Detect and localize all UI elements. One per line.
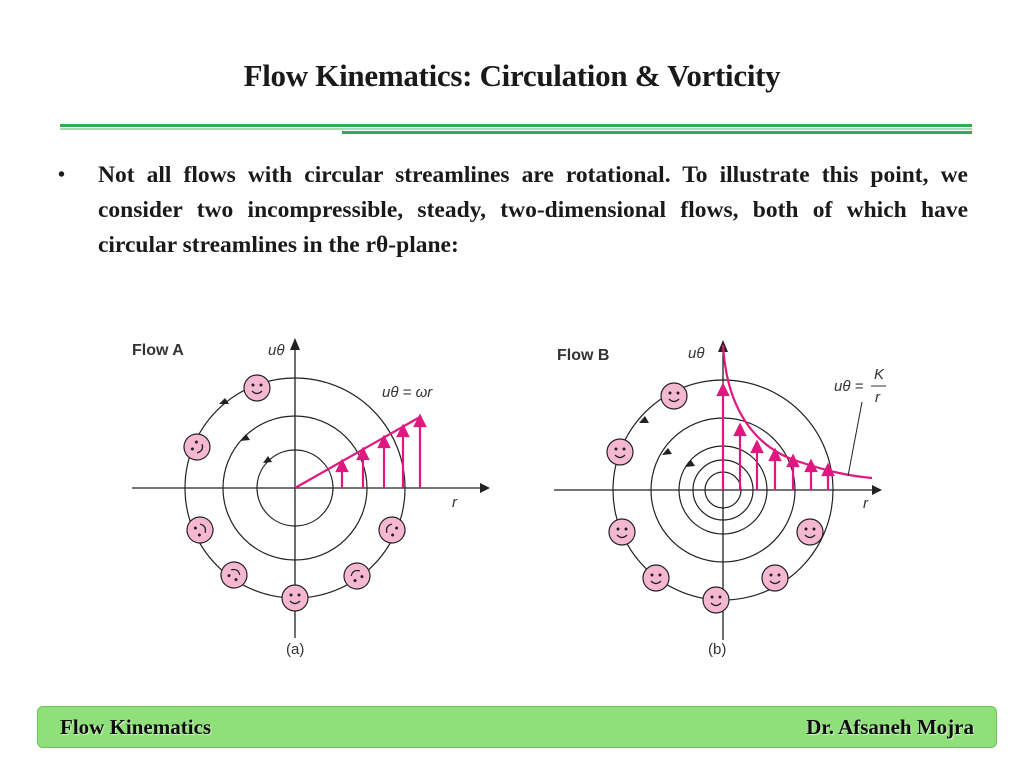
- face-icon: [762, 565, 788, 591]
- flow-b-label: Flow B: [557, 347, 610, 364]
- flow-a-diagram: [132, 338, 490, 658]
- flow-a-caption: (a): [286, 641, 305, 658]
- face-icon: [244, 375, 270, 401]
- flow-a-label: Flow A: [132, 342, 184, 359]
- flow-figure: [120, 330, 900, 675]
- flow-b-equation-den: r: [875, 389, 880, 406]
- title-underline-bottom: [342, 131, 972, 134]
- slide-title: Flow Kinematics: Circulation & Vorticity: [243, 58, 781, 93]
- flow-b-equation-lhs: uθ =: [834, 378, 864, 395]
- face-icon: [179, 429, 215, 465]
- flow-b-caption: (b): [708, 641, 727, 658]
- flow-b-axis-v-label: uθ: [688, 345, 705, 362]
- face-icon: [374, 512, 410, 548]
- flow-a-axis-v-label: uθ: [268, 342, 285, 359]
- bullet-text: Not all flows with circular streamlines are rotational. To illustrate this point, we consider two incompressible, steady, two-dimensional flows, both of which have circular streamlines in the rθ-plane:: [98, 162, 968, 258]
- face-icon: [282, 585, 308, 611]
- flow-a-velocity-arrows: [337, 416, 425, 488]
- footer-bar: [37, 706, 997, 748]
- face-icon: [797, 519, 823, 545]
- title-underline-top: [60, 124, 972, 127]
- flow-b-velocity-curve: [723, 345, 872, 478]
- face-icon: [609, 519, 635, 545]
- flow-b-diagram: [554, 340, 886, 658]
- face-icon: [607, 439, 633, 465]
- face-icon: [216, 557, 252, 593]
- face-icon: [703, 587, 729, 613]
- title-underline-middle: [60, 128, 972, 130]
- footer-right-text: Dr. Afsaneh Mojra: [806, 715, 974, 739]
- flow-b-equation-leader: [848, 402, 862, 476]
- flow-b-equation-num: K: [874, 366, 885, 383]
- bullet-marker: •: [58, 164, 66, 186]
- face-icon: [182, 512, 218, 548]
- flow-a-equation: uθ = ωr: [382, 384, 433, 401]
- flow-b-faces: [607, 383, 823, 613]
- bullet-block: [58, 158, 968, 263]
- flow-a-axis-h-label: r: [452, 494, 457, 511]
- footer-left-text: Flow Kinematics: [60, 715, 212, 739]
- face-icon: [339, 558, 375, 594]
- face-icon: [643, 565, 669, 591]
- face-icon: [661, 383, 687, 409]
- flow-b-axis-h-label: r: [863, 495, 868, 512]
